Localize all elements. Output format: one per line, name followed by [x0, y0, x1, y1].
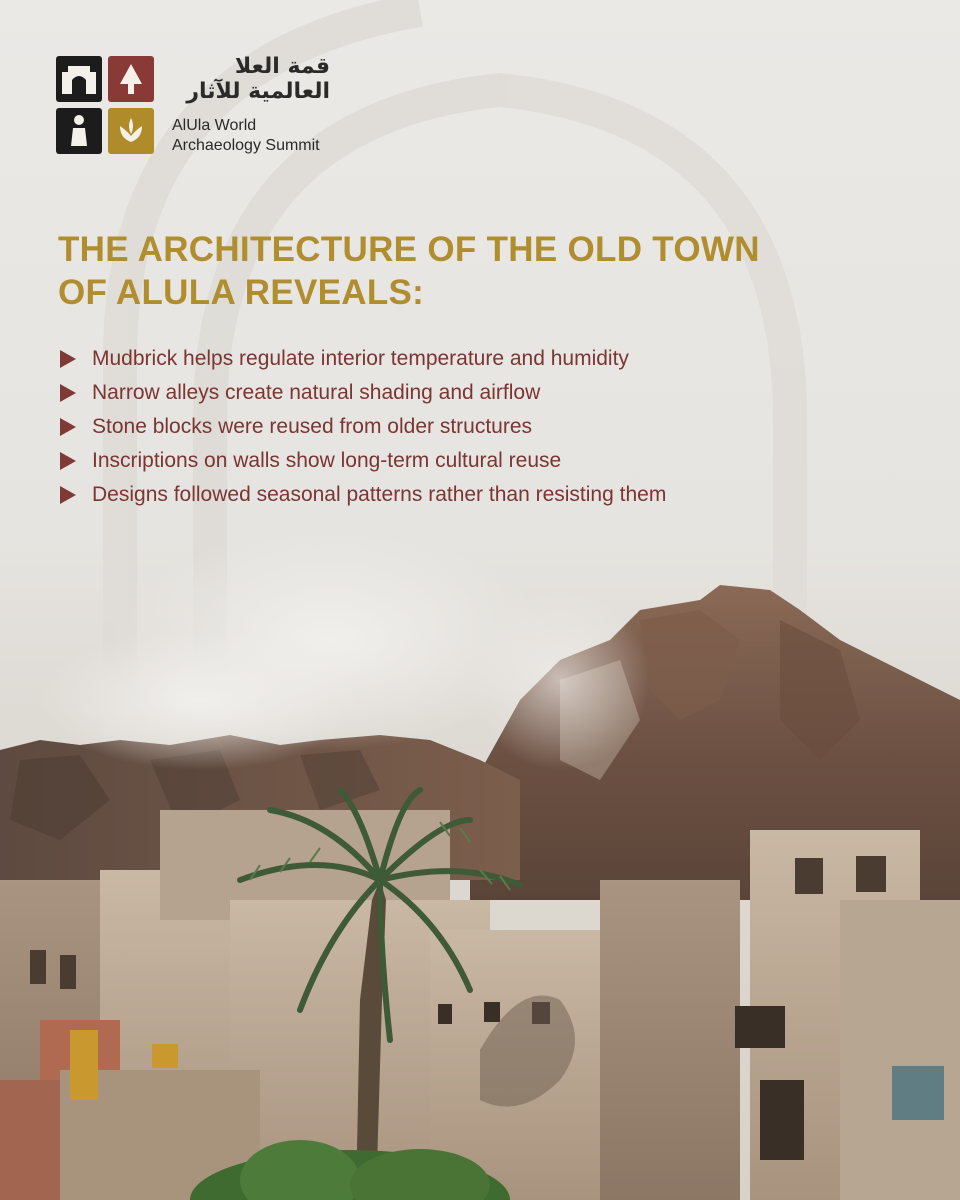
flower-icon — [108, 108, 154, 154]
list-item-text: Narrow alleys create natural shading and airflow — [92, 381, 541, 404]
figure-icon — [56, 108, 102, 154]
list-item-text: Inscriptions on walls show long-term cultural reuse — [92, 449, 562, 472]
headline — [58, 228, 918, 314]
triangle-bullet-icon — [60, 350, 76, 368]
triangle-bullet-icon — [60, 418, 76, 436]
logo-arabic-line-1: قمة العلا — [234, 54, 330, 79]
headline-line-2: OF ALULA REVEALS: — [58, 273, 425, 312]
list-item-text: Designs followed seasonal patterns rather than resisting them — [92, 483, 667, 506]
logo-arabic-name — [170, 54, 330, 104]
list-item-text: Mudbrick helps regulate interior temperature and humidity — [92, 347, 629, 370]
summit-logo — [56, 56, 336, 156]
triangle-bullet-icon — [60, 486, 76, 504]
tree-icon — [108, 56, 154, 102]
facts-list — [60, 342, 920, 512]
list-item-text: Stone blocks were reused from older structures — [92, 415, 533, 438]
triangle-bullet-icon — [60, 452, 76, 470]
list-item — [60, 376, 920, 410]
logo-english-name — [172, 116, 320, 156]
list-item — [60, 410, 920, 444]
logo-english-line-2: Archaeology Summit — [172, 137, 320, 154]
list-item — [60, 478, 920, 512]
list-item — [60, 342, 920, 376]
logo-arabic-line-2: العالمية للآثار — [186, 79, 330, 104]
logo-english-line-1: AlUla World — [172, 117, 257, 134]
triangle-bullet-icon — [60, 384, 76, 402]
logo-mark — [56, 56, 156, 156]
headline-line-1: THE ARCHITECTURE OF THE OLD TOWN — [58, 230, 760, 269]
list-item — [60, 444, 920, 478]
arch-gate-icon — [56, 56, 102, 102]
